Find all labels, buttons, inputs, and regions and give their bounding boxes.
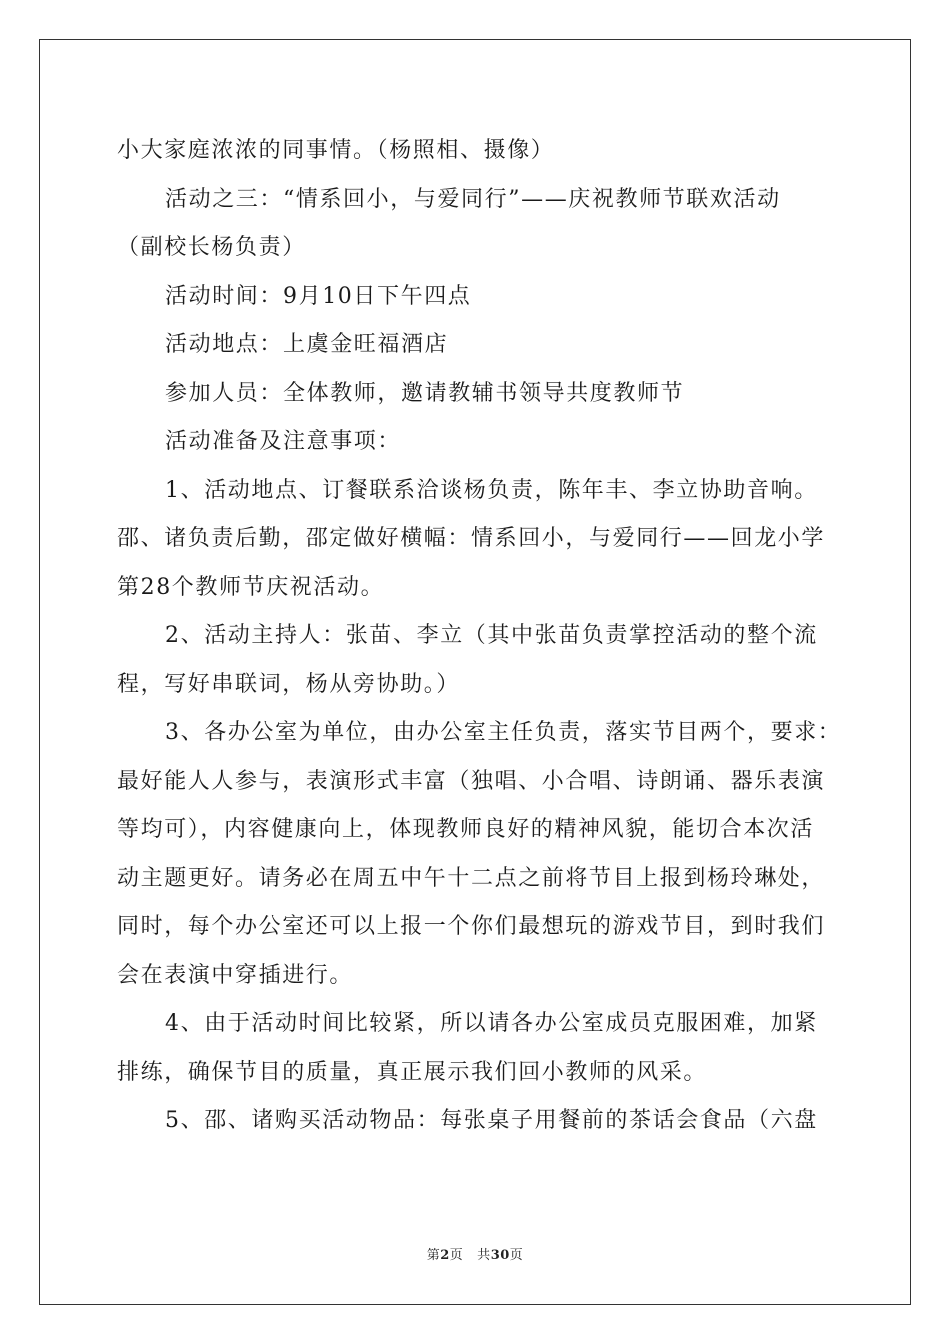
text-line: 2、活动主持人：张苗、李立（其中张苗负责掌控活动的整个流 (165, 623, 818, 648)
text-line: 5、邵、诸购买活动物品：每张桌子用餐前的茶话会食品（六盘 (165, 1108, 818, 1133)
footer-page-unit: 页 (449, 1248, 464, 1263)
text-line: 排练，确保节目的质量，真正展示我们回小教师的风采。 (117, 1059, 708, 1085)
document-body (117, 127, 842, 1146)
text-line: （副校长杨负责） (117, 235, 306, 260)
text-line: 等均可），内容健康向上，体现教师良好的精神风貌，能切合本次活 (117, 817, 815, 842)
current-page-number: 2 (440, 1248, 450, 1263)
text-line: 参加人员：全体教师，邀请教辅书领导共度教师节 (165, 380, 685, 406)
text-line: 活动之三：“情系回小，与爱同行”——庆祝教师节联欢活动 (165, 186, 781, 212)
text-line: 邵、诸负责后勤，邵定做好横幅：情系回小，与爱同行——回龙小学 (117, 526, 826, 551)
total-page-count: 30 (490, 1248, 510, 1263)
text-line: 1、活动地点、订餐联系洽谈杨负责，陈年丰、李立协助音响。 (165, 477, 818, 503)
page-footer (0, 1244, 950, 1263)
text-line: 第28个教师节庆祝活动。 (117, 574, 385, 600)
text-line: 同时，每个办公室还可以上报一个你们最想玩的游戏节目，到时我们 (117, 914, 826, 939)
text-line: 小大家庭浓浓的同事情。（杨照相、摄像） (117, 138, 555, 163)
footer-total-unit: 页 (509, 1248, 524, 1263)
text-line: 活动时间：9月10日下午四点 (165, 283, 472, 309)
text-line: 最好能人人参与，表演形式丰富（独唱、小合唱、诗朗诵、器乐表演 (117, 768, 826, 794)
text-line: 3、各办公室为单位，由办公室主任负责，落实节目两个，要求： (165, 720, 842, 745)
text-line: 4、由于活动时间比较紧，所以请各办公室成员克服困难，加紧 (165, 1011, 818, 1036)
text-line: 活动准备及注意事项： (165, 429, 402, 454)
footer-prefix: 第 (426, 1248, 441, 1263)
text-line: 程，写好串联词，杨从旁协助。） (117, 671, 461, 697)
text-line: 动主题更好。请务必在周五中午十二点之前将节目上报到杨玲琳处， (117, 865, 826, 891)
footer-total-prefix: 共 (477, 1248, 491, 1263)
text-line: 会在表演中穿插进行。 (117, 962, 354, 988)
text-line: 活动地点：上虞金旺福酒店 (165, 332, 449, 357)
